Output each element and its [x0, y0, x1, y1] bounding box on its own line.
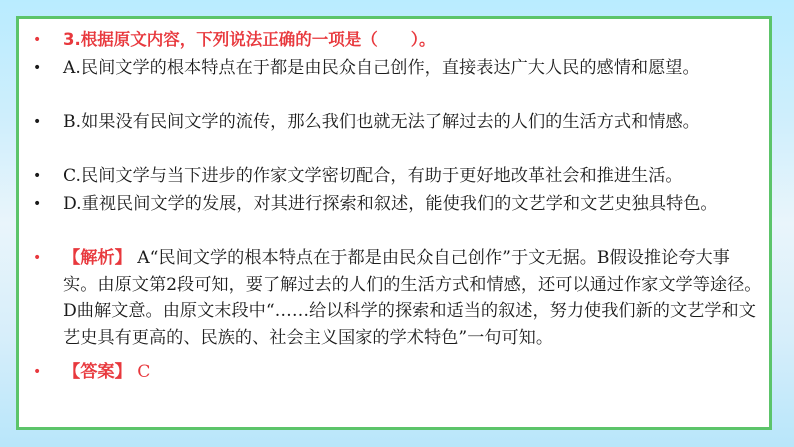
bullet: •: [33, 168, 42, 184]
bullet: •: [33, 60, 42, 76]
option-b-text: B.如果没有民间文学的流传，那么我们也就无法了解过去的人们的生活方式和情感。: [63, 112, 700, 132]
bullet: •: [33, 250, 42, 266]
option-c: [33, 163, 763, 190]
answer-value: C: [131, 362, 151, 382]
analysis-text: A“民间文学的根本特点在于都是由民众自己创作”于文无据。B假设推论夸大事实。由原文第2段可知，要了解过去的人们的生活方式和情感，还可以通过作家文学等途径。D曲解文意。由原文末段中“……给以科学的探索和适当的叙述，努力使我们新的文艺学和文艺史具有更高的、民族的、社会主义国家的学术特色”一句可知。: [63, 248, 762, 348]
analysis-item: [33, 245, 763, 351]
question-text: 3.根据原文内容，下列说法正确的一项是（ ）。: [63, 30, 436, 49]
option-a: [33, 55, 763, 82]
analysis-label: 【解析】: [63, 248, 132, 268]
answer-item: [33, 359, 763, 386]
bullet: •: [33, 196, 42, 212]
bullet: •: [33, 32, 42, 48]
answer-label: 【答案】: [63, 362, 132, 382]
bullet: •: [33, 114, 42, 130]
analysis-block: [33, 245, 763, 351]
question-item: [33, 27, 763, 54]
option-d-text: D.重视民间文学的发展，对其进行探索和叙述，能使我们的文艺学和文艺史独具特色。: [63, 194, 718, 214]
option-d: [33, 191, 763, 218]
option-a-text: A.民间文学的根本特点在于都是由民众自己创作，直接表达广大人民的感情和愿望。: [63, 58, 700, 78]
option-b: [33, 109, 763, 136]
answer-block: [33, 359, 763, 386]
option-c-text: C.民间文学与当下进步的作家文学密切配合，有助于更好地改革社会和推进生活。: [63, 166, 683, 186]
bullet: •: [33, 364, 42, 380]
slide-content: [16, 16, 772, 430]
